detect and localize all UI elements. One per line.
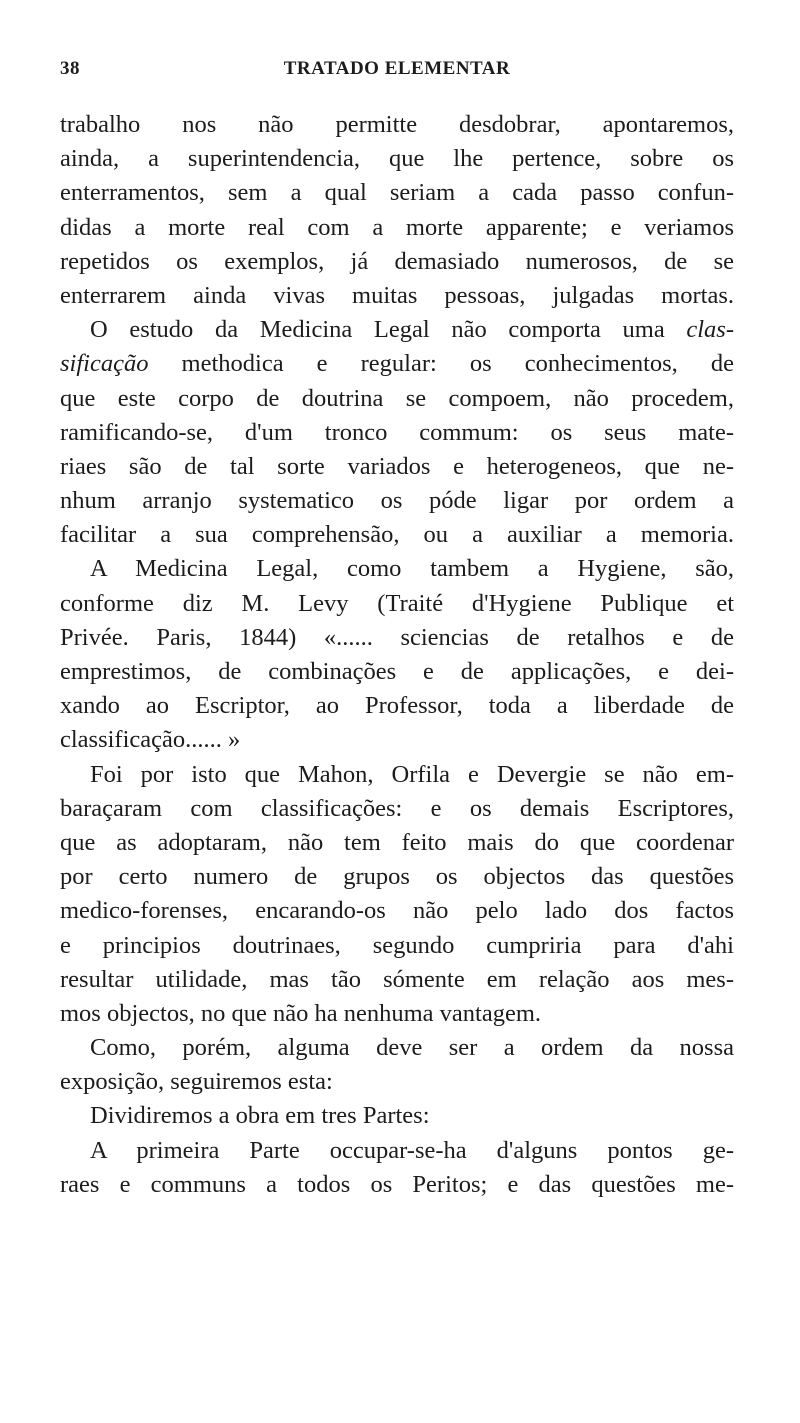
text-line: classificação...... » — [60, 726, 241, 754]
text-line-with-italic — [60, 313, 734, 347]
text-line: raes e communs a todos os Peritos; e das questões me- — [60, 1170, 734, 1198]
text-line: didas a morte real com a morte apparente; e veriamos — [60, 213, 734, 241]
text-line: enterrarem ainda vivas muitas pessoas, julgadas mortas. — [60, 281, 734, 309]
text-line: A primeira Parte occupar-se-ha d'alguns pontos ge- — [90, 1136, 734, 1164]
text-line: enterramentos, sem a qual seriam a cada passo confun- — [60, 179, 734, 207]
page-header — [60, 58, 734, 84]
text-line: Foi por isto que Mahon, Orfila e Devergie se não em- — [90, 760, 734, 788]
text-line: facilitar a sua comprehensão, ou a auxiliar a memoria. — [60, 521, 734, 549]
italic-word: clas- — [686, 316, 734, 344]
text-line-italic-start — [60, 347, 734, 381]
text-line: mos objectos, no que não ha nenhuma vantagem. — [60, 999, 542, 1027]
text-line: trabalho nos não permitte desdobrar, apontaremos, — [60, 111, 734, 138]
text-line-rest: methodica e regular: os conhecimentos, de — [148, 350, 734, 378]
text-line: por certo numero de grupos os objectos das questões — [60, 863, 734, 891]
text-line: repetidos os exemplos, já demasiado numerosos, de se — [60, 247, 734, 275]
running-title: TRATADO ELEMENTAR — [283, 58, 511, 79]
text-line: que este corpo de doutrina se compoem, não procedem, — [60, 384, 734, 412]
text-line: resultar utilidade, mas tão sómente em relação aos mes- — [60, 965, 734, 993]
text-line: e principios doutrinaes, segundo cumpriria para d'ahi — [60, 931, 734, 959]
text-line-start: O estudo da Medicina Legal não comporta uma — [90, 316, 665, 344]
text-line: A Medicina Legal, como tambem a Hygiene, são, — [90, 555, 734, 583]
text-line: nhum arranjo systematico os póde ligar por ordem a — [60, 487, 734, 515]
text-line: conforme diz M. Levy (Traité d'Hygiene Publique et — [60, 589, 734, 617]
text-line: que as adoptaram, não tem feito mais do que coordenar — [60, 828, 734, 856]
text-line: riaes são de tal sorte variados e heterogeneos, que ne- — [60, 452, 734, 480]
text-line: baraçaram com classificações: e os demais Escriptores, — [60, 794, 734, 822]
text-line: xando ao Escriptor, ao Professor, toda a liberdade de — [60, 692, 734, 720]
body-text — [60, 108, 734, 1202]
text-line: emprestimos, de combinações e de applicações, e dei- — [60, 658, 734, 685]
text-line: ainda, a superintendencia, que lhe pertence, sobre os — [60, 145, 734, 173]
page-number: 38 — [60, 58, 80, 79]
text-line: Privée. Paris, 1844) «...... sciencias de retalhos e de — [60, 623, 734, 651]
text-line: exposição, seguiremos esta: — [60, 1068, 333, 1096]
text-line: ramificando-se, d'um tronco commum: os seus mate- — [60, 418, 734, 446]
text-line: Dividiremos a obra em tres Partes: — [90, 1102, 430, 1130]
italic-word-cont: sificação — [60, 350, 149, 378]
text-line: Como, porém, alguma deve ser a ordem da nossa — [90, 1034, 734, 1062]
text-line: medico-forenses, encarando-os não pelo lado dos factos — [60, 897, 734, 925]
